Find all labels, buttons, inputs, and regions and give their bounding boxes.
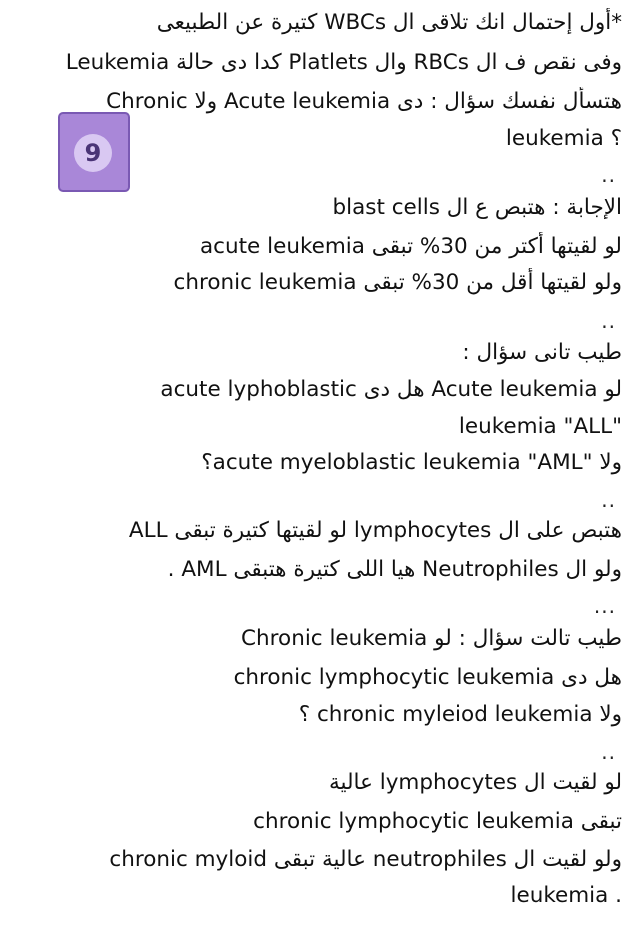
text-line-12: هتبص على ال lymphocytes لو لقيتها كتيرة تبقى ALL bbox=[128, 518, 622, 543]
text-line-8: طيب تانى سؤال : bbox=[462, 340, 622, 365]
dots-separator-2: .. bbox=[601, 309, 616, 333]
text-line-20: leukemia . bbox=[510, 883, 622, 908]
dots-separator-4: ... bbox=[593, 594, 616, 618]
dots-separator-5: .. bbox=[601, 740, 616, 764]
text-line-16: ولا chronic myleiod leukemia ؟ bbox=[298, 702, 622, 727]
text-line-6: لو لقيتها أكتر من 30% تبقى acute leukemia bbox=[200, 234, 622, 259]
text-line-19: ولو لقيت ال neutrophiles عالية تبقى chronic myloid bbox=[109, 847, 622, 872]
text-line-9: لو Acute leukemia هل دى acute lyphoblastic bbox=[160, 377, 622, 402]
text-line-7: ولو لقيتها أقل من 30% تبقى chronic leukemia bbox=[173, 270, 622, 295]
text-line-13: ولو ال Neutrophiles هيا اللى كتيرة هتبقى AML . bbox=[167, 557, 622, 582]
page-number-label: 9 bbox=[74, 134, 112, 172]
text-line-17: لو لقيت ال lymphocytes عالية bbox=[328, 770, 622, 795]
text-line-15: هل دى chronic lymphocytic leukemia bbox=[233, 665, 622, 690]
text-line-3: هتسأل نفسك سؤال : دى Acute leukemia ولا Chronic bbox=[106, 89, 622, 114]
text-line-1: *أول إحتمال انك تلاقى ال WBCs كتيرة عن الطبيعى bbox=[156, 10, 622, 35]
text-line-14: طيب تالت سؤال : لو Chronic leukemia bbox=[241, 626, 622, 651]
text-line-4: leukemia ؟ bbox=[505, 126, 622, 151]
text-line-2: وفى نقص ف ال RBCs وال Platlets كدا دى حالة Leukemia bbox=[65, 50, 622, 75]
text-line-5: الإجابة : هتبص ع ال blast cells bbox=[332, 195, 622, 220]
dots-separator-3: .. bbox=[601, 488, 616, 512]
text-line-11: ولا "acute myeloblastic leukemia "AML؟ bbox=[201, 450, 622, 475]
text-line-10: leukemia "ALL" bbox=[458, 414, 622, 439]
text-line-18: تبقى chronic lymphocytic leukemia bbox=[253, 809, 622, 834]
dots-separator-1: .. bbox=[601, 163, 616, 187]
